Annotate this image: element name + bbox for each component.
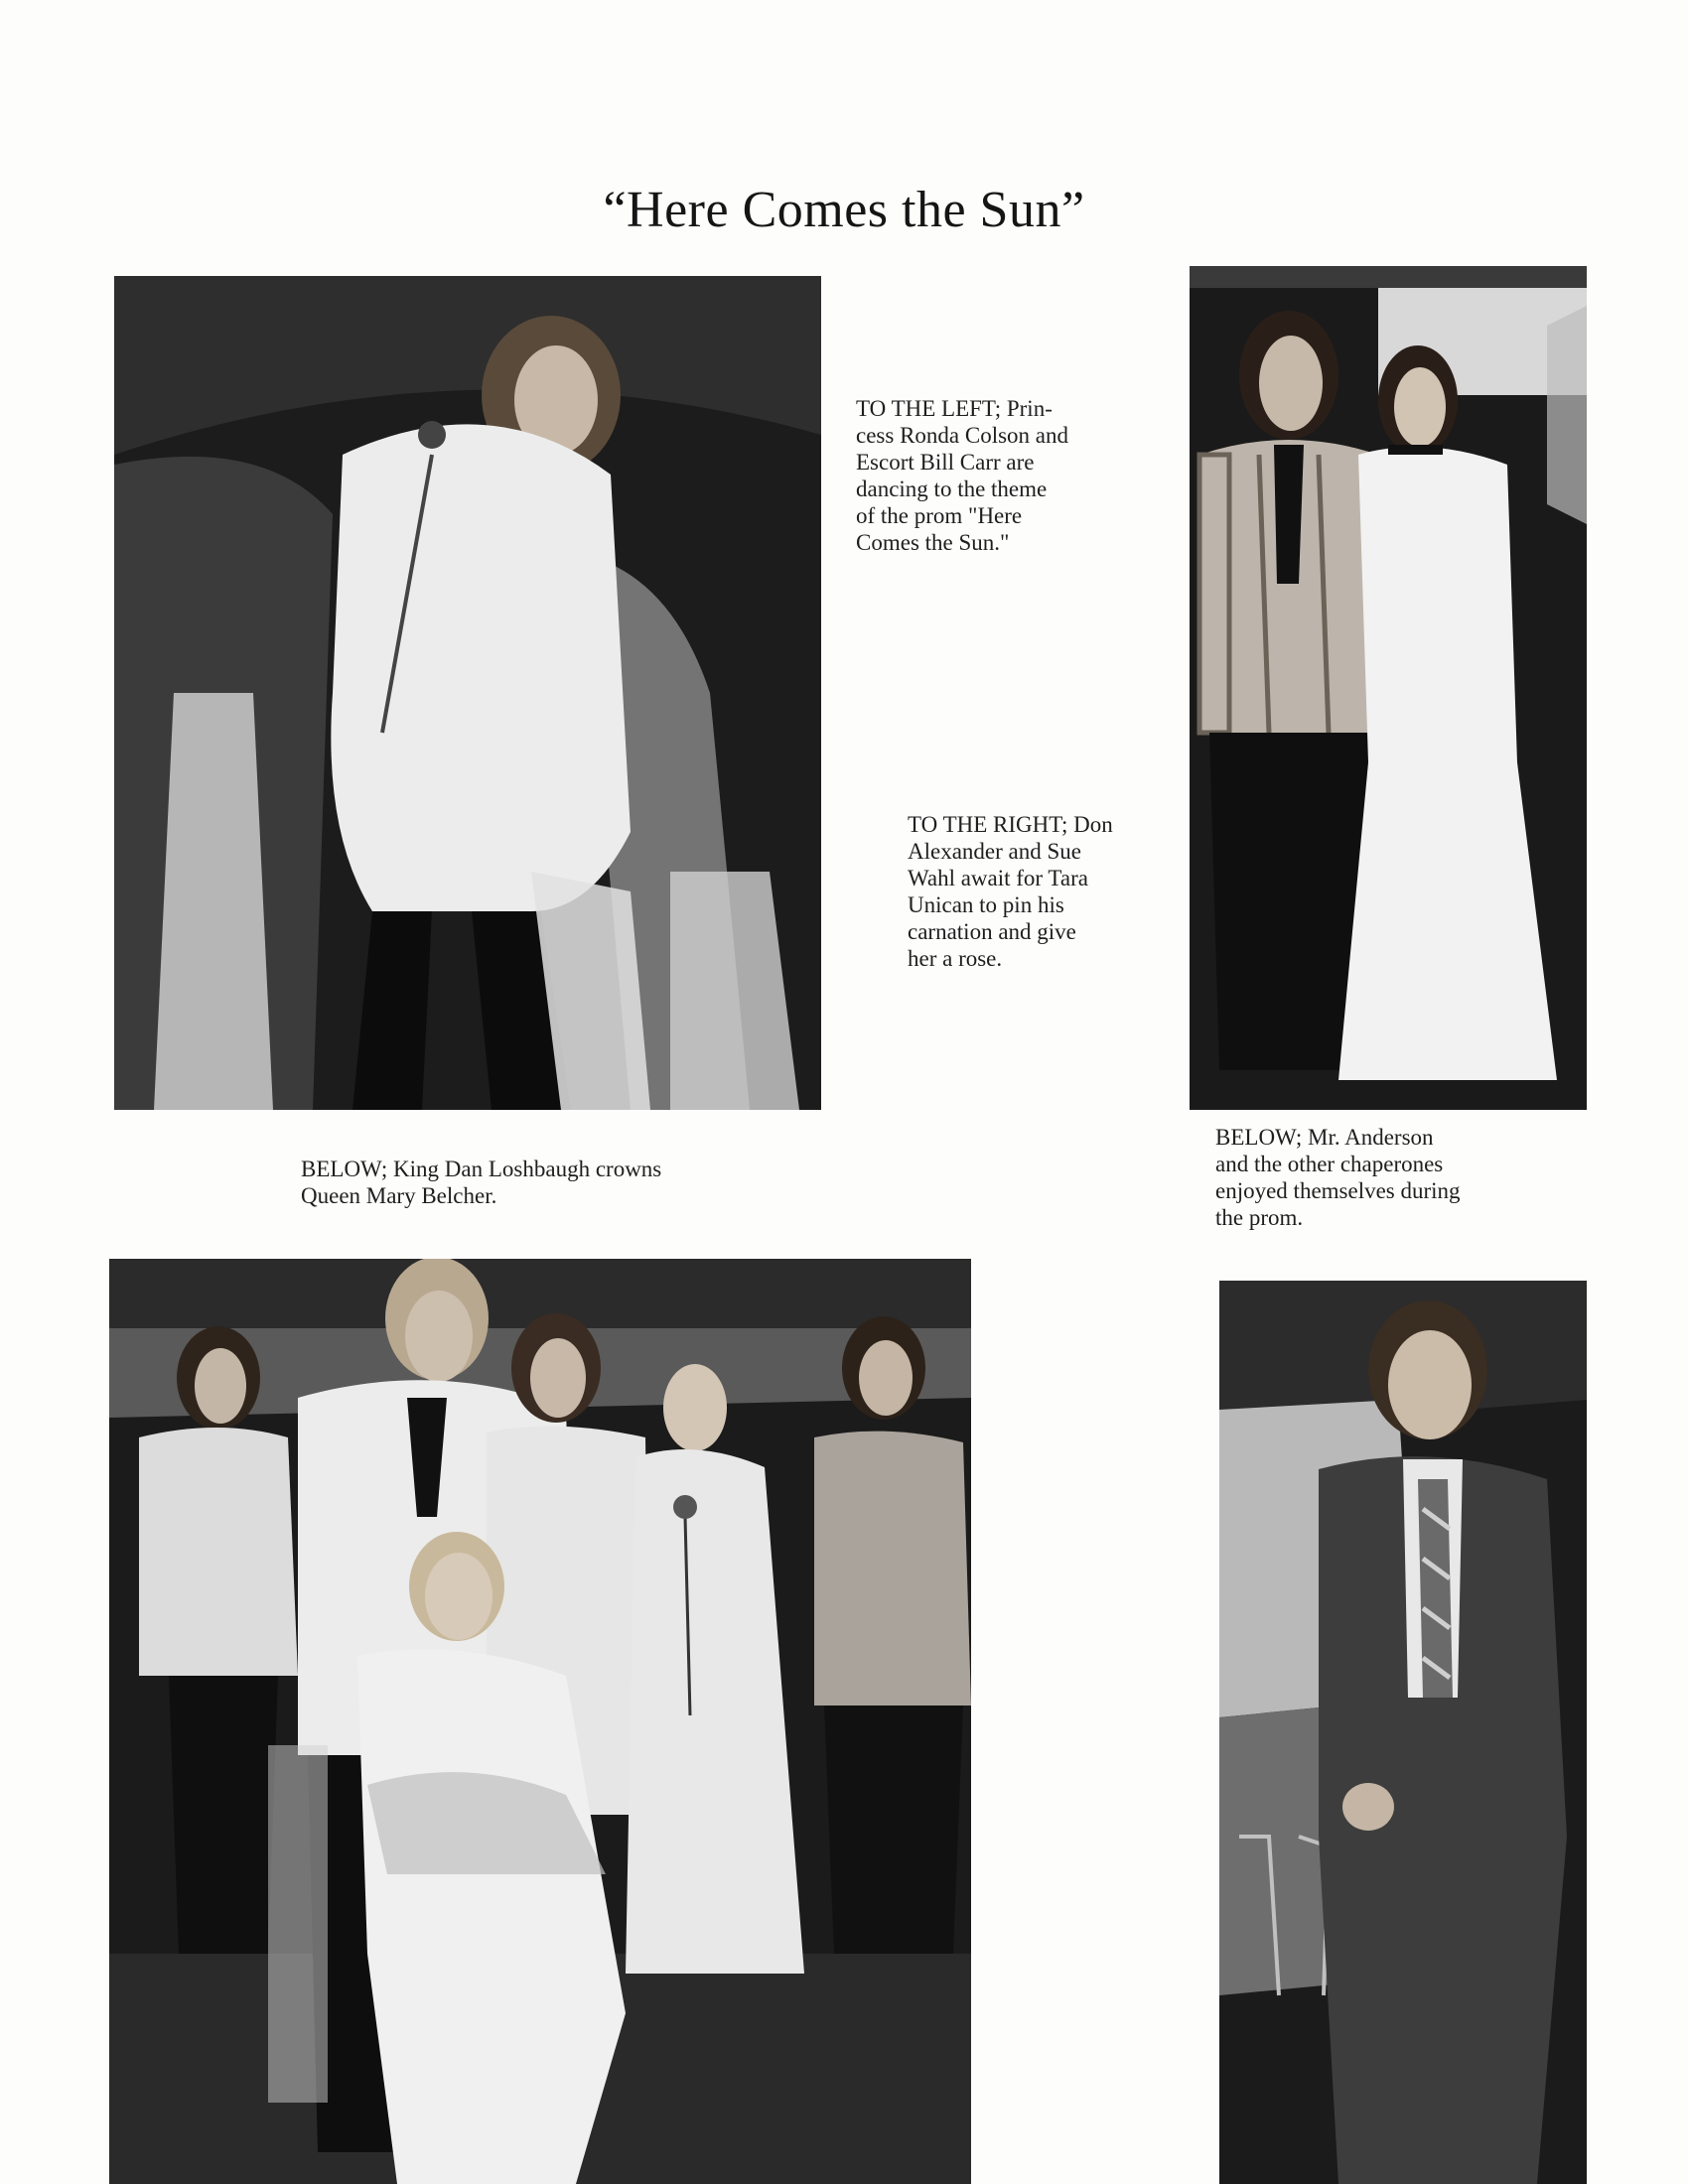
caption-right: TO THE RIGHT; Don Alexander and Sue Wahl await for Tara Unican to pin his carnation and give her a rose. bbox=[908, 812, 1113, 971]
caption-below-right: BELOW; Mr. Anderson and the other chaperones enjoyed themselves during the prom. bbox=[1215, 1125, 1461, 1230]
photo-chaperone bbox=[1219, 1281, 1587, 2184]
page-title: “Here Comes the Sun” bbox=[603, 182, 1085, 238]
photo-coronation bbox=[109, 1259, 971, 2184]
caption-left: TO THE LEFT; Prin- cess Ronda Colson and Escort Bill Carr are dancing to the theme of the prom "Here Comes the Sun." bbox=[856, 396, 1069, 555]
photo-couple-standing bbox=[1190, 266, 1587, 1110]
photo-dancing-couple bbox=[114, 276, 821, 1110]
caption-below-left: BELOW; King Dan Loshbaugh crowns Queen Mary Belcher. bbox=[301, 1157, 662, 1208]
